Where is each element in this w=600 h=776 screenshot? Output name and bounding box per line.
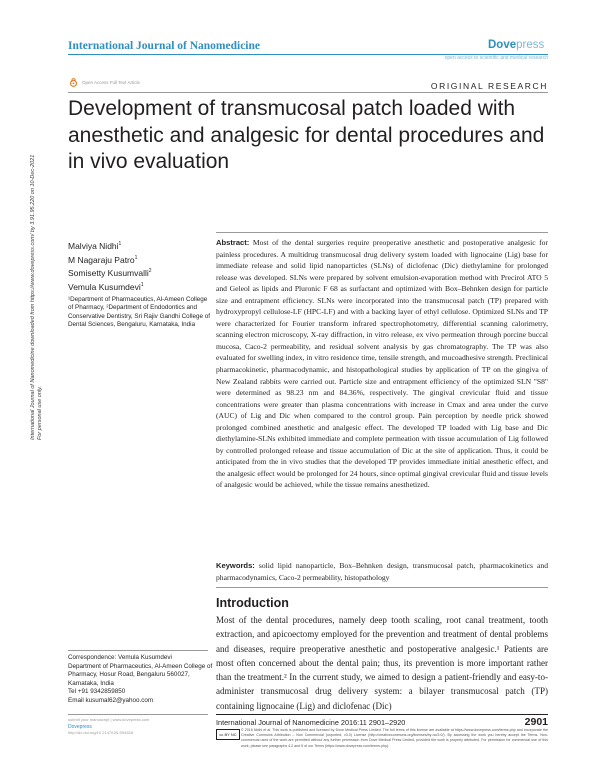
correspondence-address: Department of Pharmaceutics, Al-Ameen College of Pharmacy, Hosur Road, Bengaluru 560027, Karnataka, India <box>68 662 213 687</box>
introduction-heading: Introduction <box>216 596 289 610</box>
paper-title: Development of transmucosal patch loaded with anesthetic and analgesic for dental procedures and in vivo evaluation <box>68 97 545 173</box>
affiliation-text: ¹Department of Pharmaceutics, Al-Ameen College of Pharmacy, ²Department of Endodontics and Conservative Dentistry, Sri Rajiv Gandhi College of Dental Sciences, Bengaluru, Karnataka, India <box>68 296 210 328</box>
affiliations <box>68 296 213 329</box>
correspondence-divider <box>68 650 208 651</box>
author: Somisetty Kusumvalli$^2$ <box>68 268 152 278</box>
author-list <box>68 240 208 294</box>
correspondence-label: Correspondence: Vemula Kusumdevi <box>68 654 172 661</box>
keywords-text: solid lipid nanoparticle, Box–Behnken design, transmucosal patch, pharmacokinetics and pharmacodynamics, Caco-2 permeability, histopathology <box>216 561 548 582</box>
abstract-text: Most of the dental surgeries require preoperative anesthetic and postoperative analgesic for painless procedures. A multidrug transmucosal drug delivery system loaded with lignocaine (Lig) base for immediate release and solid lipid nanoparticles (SLNs) of diclofenac (Dic) diethylamine for prolonged release was developed. SLNs were prepared by solvent emulsion-evaporation method with Precirol ATO 5 and Geleol as lipids and Pluronic F 68 as surfactant and optimized with Box–Behnken design for particle size and entrapment efficiency. SLNs were incorporated into the transmucosal patch (TP) prepared with hydroxypropyl cellulose-LF (HPC-LF) and with a backing layer of ethyl cellulose. Optimized SLNs and TP were characterized for Fourier transform infrared spectrophotometry, differential scanning calorimetry, scanning electron microscopy, X-ray diffraction, in vitro release, ex vivo permeation through porcine buccal mucosa, Caco-2 permeability, and residual solvent analysis by gas chromatography. The TP was also evaluated for swelling index, in vitro residence time, tensile strength, and mucoadhesive strength. Preclinical pharmacokinetic, pharmacodynamic, and histopathological studies by application of TP on the gingiva of New Zealand rabbits were carried out. Particle size and entrapment efficiency of the optimized SLN "S8" were determined as 98.23 nm and 84.36%, respectively. The gingival crevicular fluid and tissue concentrations were greater than plasma concentrations with increase in Cmax and area under the curve (AUC) of Lig and Dic when compared to the control group. Pain perception by needle prick showed prolonged combined anesthetic and analgesic effect. The developed TP loaded with Lig base and Dic diethylamine-SLNs exhibited immediate and complete permeation with tissue accumulation of Lig followed by controlled prolonged release and tissue accumulation of Dic at the site of application. Thus, it could be anticipated from the in vivo studies that the developed TP provides immediate initial anesthetic effect, and the analgesic effect would be prolonged for 24 hours, since optimal gingival crevicular fluid and tissue levels of analgesic would be achieved, while the tissue remains anesthetized. <box>216 238 548 490</box>
publisher-logo[interactable] <box>488 39 544 51</box>
doi-link[interactable]: http://dx.doi.org/10.2147/IJN.S94818 <box>68 730 134 735</box>
dovepress-small-logo[interactable]: Dovepress <box>68 723 92 730</box>
keywords-label: Keywords: <box>216 561 255 570</box>
author: Vemula Kusumdevi$^1$ <box>68 281 144 292</box>
publisher-logo-bold: Dove <box>488 39 517 51</box>
license-text: © 2016 Nidhi et al. This work is published and licensed by Dove Medical Press Limited. The full terms of this license are available at https://www.dovepress.com/terms.php and incorporate the Creative Commons Attribution – Non Commercial (unported, v3.0) License (http://creativecommons.org/licenses/by-nc/3.0/). By accessing the work you hereby accept the Terms. Non-commercial uses of the work are permitted without any further permission from Dove Medical Press Limited, provided the work is properly attributed. For permission for commercial use of this work, please see paragraphs 4.2 and 5 of our Terms (https://www.dovepress.com/terms.php). <box>241 728 548 748</box>
open-access-label: Open Access Full Text Article <box>82 80 140 85</box>
keywords <box>216 560 548 583</box>
footer-left <box>68 717 208 737</box>
article-type: ORIGINAL RESEARCH <box>430 81 548 91</box>
abstract-label: Abstract: <box>216 238 250 247</box>
download-note-line2: For personal use only. <box>37 385 43 440</box>
abstract <box>216 237 548 491</box>
author: M Nagaraju Patro$^1$ <box>68 254 138 265</box>
publisher-tagline: open access to scientific and medical research <box>444 55 548 61</box>
publisher-logo-light: press <box>516 39 545 51</box>
page-number: 2901 <box>524 716 548 728</box>
journal-title[interactable]: International Journal of Nanomedicine <box>68 40 260 52</box>
abstract-divider <box>216 232 548 233</box>
download-note <box>30 155 44 440</box>
download-note-line1: International Journal of Nanomedicine downloaded from https://www.dovepress.com/ by 3.91.95.220 on 10-Dec-2021 <box>30 154 36 440</box>
keywords-divider <box>216 587 548 588</box>
author: Malviya Nidhi$^1$ <box>68 241 122 251</box>
submit-manuscript-link[interactable]: submit your manuscript | www.dovepress.com <box>68 717 150 722</box>
title-divider <box>68 92 548 93</box>
footer-journal-citation: International Journal of Nanomedicine 2016:11 2901–2920 <box>216 718 406 727</box>
footer-left-divider <box>68 714 208 715</box>
introduction-text: Most of the dental procedures, namely deep tooth scaling, root canal treatment, tooth extraction, and apicoectomy employed for the prevention and treatment of dental problems and diseases, require preoperative anesthetic and postoperative analgesic.¹ Patients are most often concerned about the dental pain; thus, its prevention is more important rather than the treatment.² In the current study, we aimed to design a patient-friendly and easy-to-administer transmucosal drug delivery system: a bilayer transmucosal patch (TP) containing lignocaine (Lig) and diclofenac (Dic) <box>216 615 548 711</box>
footer-right-divider <box>216 714 548 715</box>
correspondence-email[interactable]: Email kusumal62@yahoo.com <box>68 696 154 704</box>
cc-license-icon[interactable]: cc BY NC <box>216 729 240 740</box>
correspondence-tel: Tel +91 9342859850 <box>68 688 126 696</box>
correspondence <box>68 654 213 706</box>
open-access-icon <box>69 78 78 87</box>
